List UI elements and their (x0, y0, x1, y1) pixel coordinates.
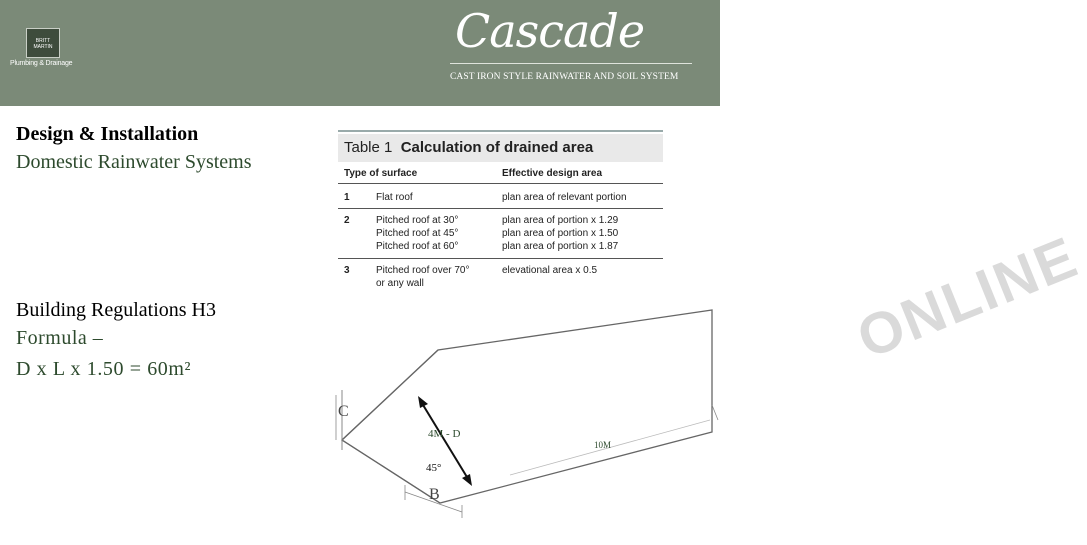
brand-divider (450, 63, 692, 64)
roof-drawing (330, 300, 720, 540)
watermark-text: ONLINE (848, 224, 1087, 372)
roof-outline (342, 310, 712, 503)
row-1-surface: Flat roof (376, 192, 413, 203)
drained-area-table (338, 130, 1087, 372)
column-header-area: Effective design area (502, 168, 603, 179)
slide-title: Design & Installation (16, 123, 199, 145)
row-3-area: elevational area x 0.5 (502, 265, 598, 276)
logo-text-britt: BRITT (35, 38, 51, 44)
regulation-text: Building Regulations H3 (16, 299, 216, 321)
row-2-number: 2 (344, 215, 350, 226)
formula-text: D x L x 1.50 = 60m² (16, 358, 192, 380)
angle-label: 45° (426, 462, 442, 474)
britt-martin-logo (26, 28, 60, 58)
table-title-text: Calculation of drained area (400, 139, 594, 156)
division-label: Plumbing & Drainage (10, 60, 73, 67)
row-3-number: 3 (344, 265, 350, 276)
dimension-c-label: C (338, 403, 349, 420)
row-3-surface: Pitched roof over 70° or any wall (376, 265, 470, 289)
logo-text-martin: MARTIN (33, 44, 53, 50)
depth-arrow-head-top (418, 396, 428, 408)
brand-tagline: CAST IRON STYLE RAINWATER AND SOIL SYSTEM (450, 72, 679, 82)
right-dimension-tick (712, 405, 718, 420)
table-top-rule (338, 130, 663, 132)
length-label: 10M (594, 440, 612, 450)
dimension-b-label: B (429, 486, 440, 503)
formula-label: Formula – (16, 327, 104, 349)
roof-diagram (330, 300, 720, 540)
header-banner (0, 0, 720, 106)
table-number: Table 1 (344, 139, 393, 156)
roof-slope-edge (342, 350, 438, 440)
row-1-area: plan area of relevant portion (502, 192, 627, 203)
row-2-surface: Pitched roof at 30° Pitched roof at 45° Pitched roof at 60° (376, 215, 459, 252)
row-2-rule (338, 258, 663, 259)
column-header-surface: Type of surface (344, 168, 418, 179)
row-1-rule (338, 208, 663, 209)
depth-label: 4M - D (428, 428, 461, 440)
depth-arrow-head-bottom (462, 474, 472, 486)
row-2-area: plan area of portion x 1.29 plan area of portion x 1.50 plan area of portion x 1.87 (502, 215, 619, 252)
slide-subtitle: Domestic Rainwater Systems (16, 151, 252, 173)
cascade-brand-logo: Cascade (455, 4, 645, 58)
table-title (338, 134, 663, 162)
row-1-number: 1 (344, 192, 350, 203)
header-rule (338, 183, 663, 184)
